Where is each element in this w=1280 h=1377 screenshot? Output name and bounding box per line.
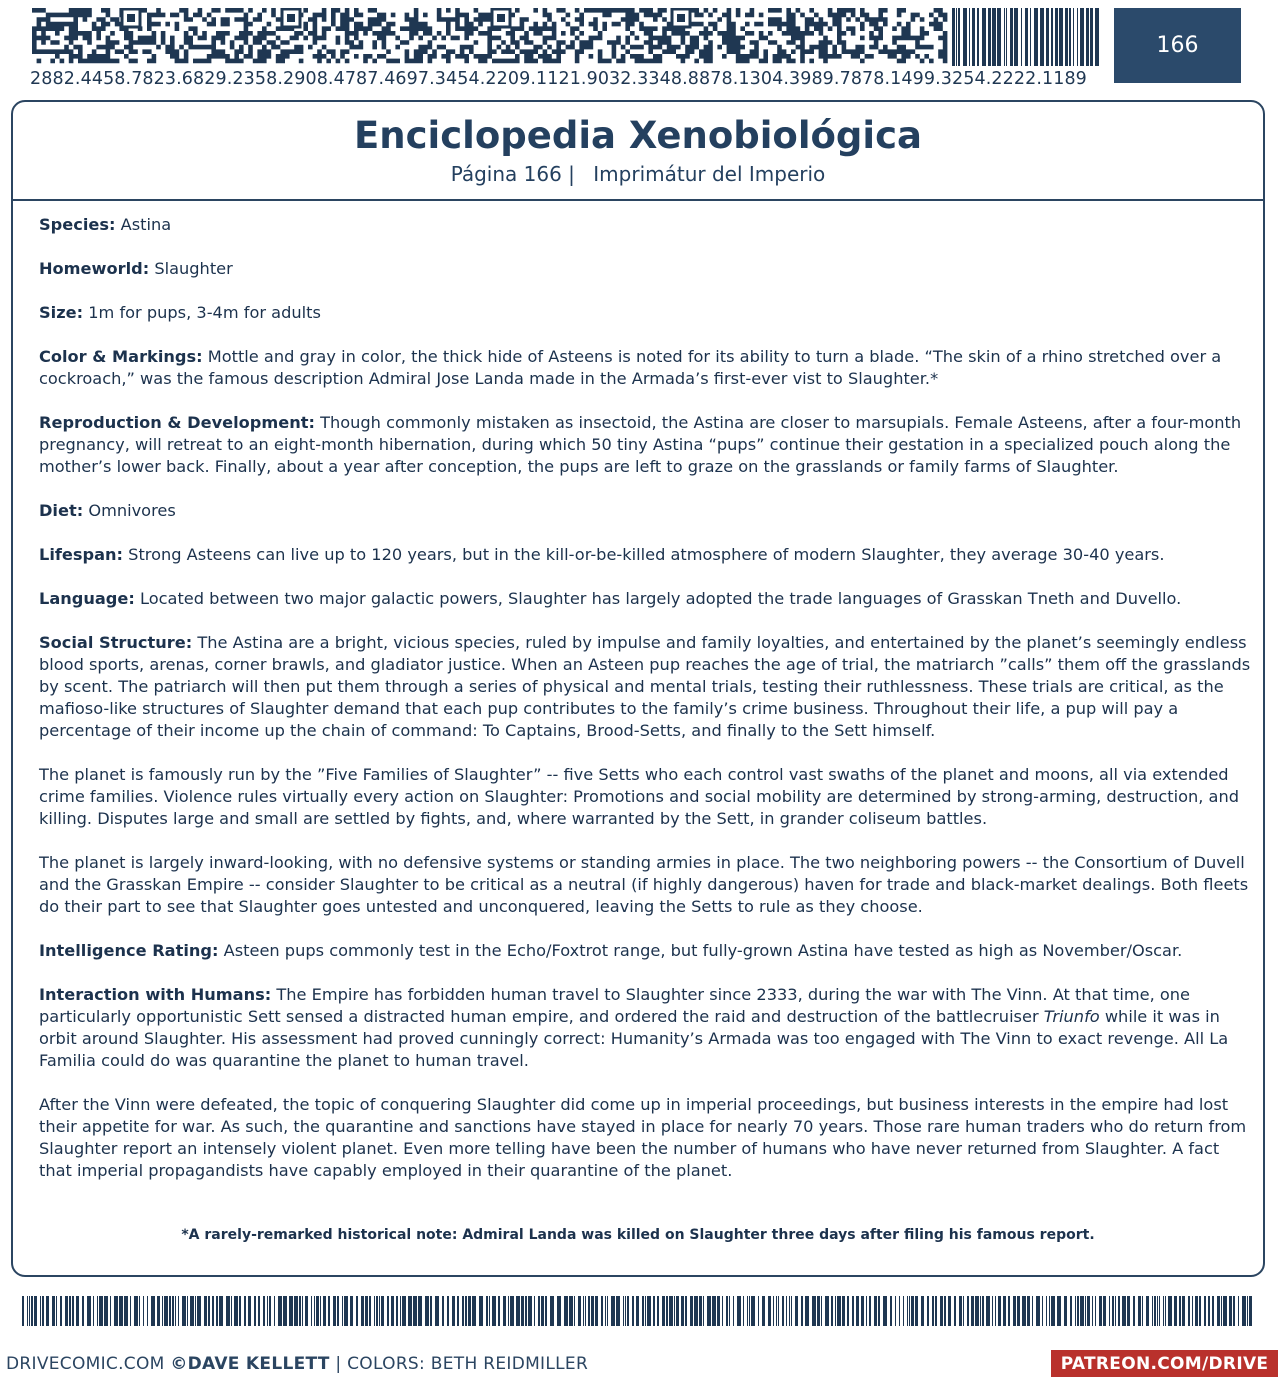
ship-name: Triunfo (1043, 1007, 1100, 1026)
entry-label: Reproduction & Development: (39, 413, 315, 432)
subtitle-imprint: Imprimátur del Imperio (593, 162, 826, 186)
entry-text: The Astina are a bright, vicious species, ruled by impulse and family loyalties, and entertained by the planet’s seemingly endless blood sports, arenas, corner brawls, and gladiator justice. When an Asteen pup reaches the age of trial, the matriarch ”calls” them off the grasslands by scent. The patriarch will then put them through a series of physical and mental trials, testing their ruthlessness. These trials are critical, as the mafioso-like structures of Slaughter demand that each pup contributes to the family’s crime business. Throughout their life, a pup will pay a percentage of their income up the chain of command: To Captains, Brood-Setts, and finally to the Sett himself. (39, 633, 1251, 740)
entry-label: Lifespan: (39, 545, 124, 564)
entry-label: Size: (39, 303, 84, 322)
entry-label: Social Structure: (39, 633, 193, 652)
entry-reproduction (39, 412, 1257, 478)
subtitle-page: Página 166 | (450, 162, 575, 186)
entry-body (39, 214, 1257, 1204)
barcode-top (952, 8, 1102, 66)
entry-text: Mottle and gray in color, the thick hide of Asteens is noted for its ability to turn a blade. “The skin of a rhino stretched over a cockroach,” was the famous description Admiral Jose Landa made in the Armada’s first-ever vist to Slaughter.* (39, 347, 1222, 388)
serial-code: 2882.4458.7823.6829.2358.2908.4787.4697.3454.2209.1121.9032.3348.8878.1304.3989.7878.1499.3254.2222.1189 (30, 69, 1087, 89)
entry-text: while it was in orbit around Slaughter. His assessment had proved cunningly correct: Humanity’s Armada was too engaged with The Vinn to exact revenge. All La Familia could do was quarantine the planet to human travel. (39, 1007, 1229, 1070)
entry-color-markings (39, 346, 1257, 390)
entry-text: Omnivores (83, 501, 176, 520)
entry-homeworld (39, 258, 1257, 280)
entry-text: Asteen pups commonly test in the Echo/Foxtrot range, but fully-grown Astina have tested as high as November/Oscar. (218, 941, 1183, 960)
copyright-author: ©DAVE KELLETT (170, 1354, 330, 1374)
entry-text: Strong Asteens can live up to 120 years, but in the kill-or-be-killed atmosphere of modern Slaughter, they average 30-40 years. (123, 545, 1165, 564)
page-title: Enciclopedia Xenobiológica (353, 114, 922, 157)
entry-social-paragraph-2: The planet is famously run by the ”Five Families of Slaughter” -- five Setts who each control vast swaths of the planet and moons, all via extended crime families. Violence rules virtually every action on Slaughter: Promotions and social mobility are determined by strong-arming, destruction, and killing. Disputes large and small are settled by fights, and, where warranted by the Sett, in grander coliseum battles. (39, 765, 1239, 828)
entry-social-paragraph-3: The planet is largely inward-looking, with no defensive systems or standing armies in place. The two neighboring powers -- the Consortium of Duvell and the Grasskan Empire -- consider Slaughter to be critical as a neutral (if highly dangerous) haven for trade and black-market dealings. Both fleets do their part to see that Slaughter goes untested and unconquered, leaving the Setts to rule as they choose. (39, 853, 1249, 916)
entry-text: 1m for pups, 3-4m for adults (83, 303, 321, 322)
entry-label: Color & Markings: (39, 347, 203, 366)
entry-intelligence (39, 940, 1257, 962)
entry-text: Astina (115, 215, 172, 234)
entry-label: Diet: (39, 501, 84, 520)
colorist-credit: | COLORS: BETH REIDMILLER (329, 1354, 589, 1374)
encyclopedia-card (11, 100, 1265, 1277)
qr-code-strip (32, 8, 950, 66)
credits-line (6, 1354, 588, 1374)
entry-species (39, 214, 1257, 236)
entry-label: Homeworld: (39, 259, 150, 278)
entry-interaction (39, 984, 1257, 1072)
entry-size (39, 302, 1257, 324)
entry-language (39, 588, 1257, 610)
entry-social-structure (39, 632, 1257, 742)
entry-interaction-paragraph-2: After the Vinn were defeated, the topic of conquering Slaughter did come up in imperial proceedings, but business interests in the empire had lost their appetite for war. As such, the quarantine and sanctions have stayed in place for nearly 70 years. Those rare human traders who do return from Slaughter report an intensely violent planet. Even more telling have been the number of humans who have never returned from Slaughter. A fact that imperial propagandists have capably employed in their quarantine of the planet. (39, 1095, 1247, 1180)
historical-footnote: *A rarely-remarked historical note: Admiral Landa was killed on Slaughter three days after filing his famous report. (181, 1227, 1095, 1243)
page-subtitle (13, 162, 1263, 186)
entry-text: The Empire has forbidden human travel to Slaughter since 2333, during the war with The Vinn. At that time, one particularly opportunistic Sett sensed a distracted human empire, and ordered the raid and destruction of the battlecruiser (39, 985, 1190, 1026)
site-name: DRIVECOMIC.COM (6, 1354, 171, 1374)
page-number-badge: 166 (1114, 8, 1241, 83)
entry-text: Though commonly mistaken as insectoid, the Astina are closer to marsupials. Female Asteens, after a four-month pregnancy, will retreat to an eight-month hibernation, during which 50 tiny Astina “pups” continue their gestation in a specialized pouch along the mother’s lower back. Finally, about a year after conception, the pups are left to graze on the grasslands or family farms of Slaughter. (39, 413, 1242, 476)
entry-diet (39, 500, 1257, 522)
entry-label: Language: (39, 589, 135, 608)
entry-text: Located between two major galactic powers, Slaughter has largely adopted the trade languages of Grasskan Tneth and Duvello. (134, 589, 1182, 608)
entry-label: Interaction with Humans: (39, 985, 272, 1004)
entry-label: Species: (39, 215, 116, 234)
barcode-bottom (22, 1296, 1256, 1326)
patreon-link[interactable]: PATREON.COM/DRIVE (1051, 1350, 1278, 1377)
entry-label: Intelligence Rating: (39, 941, 219, 960)
header-divider (13, 199, 1263, 201)
entry-text: Slaughter (149, 259, 233, 278)
entry-lifespan (39, 544, 1257, 566)
